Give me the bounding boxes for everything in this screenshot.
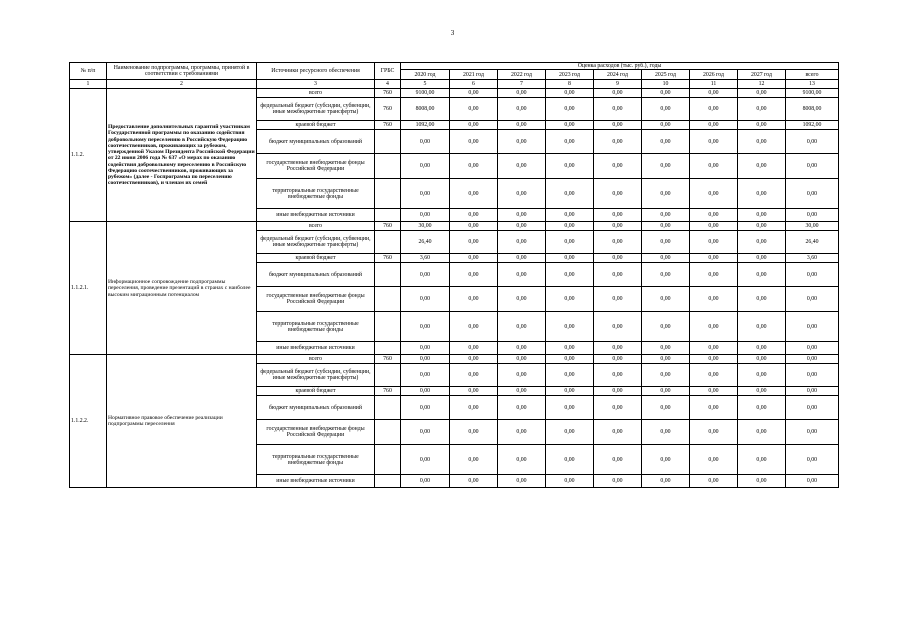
year-value: 0,00 [690, 475, 738, 488]
year-value: 0,00 [738, 342, 786, 355]
column-number: 11 [690, 80, 738, 89]
year-value: 0,00 [546, 130, 594, 154]
total-value: 8008,00 [786, 98, 839, 121]
total-value: 0,00 [786, 420, 839, 445]
year-value: 0,00 [642, 287, 690, 312]
grbs-code: 760 [375, 121, 401, 130]
year-value: 0,00 [546, 396, 594, 420]
grbs-code [375, 396, 401, 420]
funding-source: всего [257, 355, 375, 364]
year-value: 0,00 [450, 387, 498, 396]
year-value: 0,00 [401, 179, 450, 209]
column-number: 8 [546, 80, 594, 89]
column-number: 7 [498, 80, 546, 89]
year-value: 0,00 [546, 475, 594, 488]
funding-source: краевой бюджет [257, 121, 375, 130]
funding-source: бюджет муниципальных образований [257, 396, 375, 420]
grbs-code [375, 209, 401, 222]
year-value: 0,00 [594, 222, 642, 231]
funding-source: государственные внебюджетные фонды Российской Федерации [257, 154, 375, 179]
year-value: 0,00 [498, 263, 546, 287]
year-value: 0,00 [401, 287, 450, 312]
year-value: 0,00 [594, 121, 642, 130]
funding-source: иные внебюджетные источники [257, 475, 375, 488]
total-value: 30,00 [786, 222, 839, 231]
year-value: 0,00 [546, 445, 594, 475]
budget-table [69, 62, 839, 488]
year-value: 0,00 [401, 342, 450, 355]
year-value: 0,00 [450, 130, 498, 154]
year-value: 0,00 [642, 130, 690, 154]
funding-source: иные внебюджетные источники [257, 209, 375, 222]
grbs-code [375, 475, 401, 488]
grbs-code: 760 [375, 355, 401, 364]
year-value: 0,00 [690, 89, 738, 98]
year-value: 0,00 [498, 231, 546, 254]
year-value: 0,00 [450, 445, 498, 475]
year-value: 0,00 [450, 154, 498, 179]
year-value: 0,00 [642, 342, 690, 355]
year-value: 0,00 [690, 420, 738, 445]
year-value: 0,00 [642, 396, 690, 420]
header-year: 2020 год [401, 70, 450, 80]
column-number: 9 [594, 80, 642, 89]
table-row [70, 89, 839, 98]
row-number: 1.1.2.2. [70, 355, 107, 488]
year-value: 0,00 [450, 263, 498, 287]
year-value: 0,00 [690, 121, 738, 130]
grbs-code [375, 154, 401, 179]
column-number: 2 [107, 80, 257, 89]
year-value: 0,00 [401, 263, 450, 287]
year-value: 0,00 [690, 209, 738, 222]
total-value: 0,00 [786, 396, 839, 420]
total-value: 0,00 [786, 364, 839, 387]
year-value: 0,00 [594, 342, 642, 355]
column-number: 13 [786, 80, 839, 89]
year-value: 0,00 [498, 98, 546, 121]
row-number: 1.1.2. [70, 89, 107, 222]
grbs-code [375, 364, 401, 387]
year-value: 0,00 [401, 364, 450, 387]
year-value: 0,00 [738, 121, 786, 130]
header-grbs: ГРБС [375, 63, 401, 80]
year-value: 0,00 [690, 254, 738, 263]
header-year: 2023 год [546, 70, 594, 80]
grbs-code: 760 [375, 98, 401, 121]
year-value: 0,00 [401, 154, 450, 179]
year-value: 0,00 [546, 222, 594, 231]
funding-source: иные внебюджетные источники [257, 342, 375, 355]
year-value: 0,00 [690, 396, 738, 420]
total-value: 0,00 [786, 342, 839, 355]
funding-source: краевой бюджет [257, 254, 375, 263]
year-value: 0,00 [401, 445, 450, 475]
year-value: 0,00 [690, 130, 738, 154]
year-value: 0,00 [498, 89, 546, 98]
year-value: 0,00 [738, 154, 786, 179]
year-value: 0,00 [738, 355, 786, 364]
year-value: 3,60 [401, 254, 450, 263]
year-value: 26,40 [401, 231, 450, 254]
year-value: 0,00 [594, 179, 642, 209]
funding-source: территориальные государственные внебюджетные фонды [257, 179, 375, 209]
column-number: 4 [375, 80, 401, 89]
year-value: 0,00 [690, 387, 738, 396]
grbs-code [375, 231, 401, 254]
year-value: 0,00 [738, 254, 786, 263]
year-value: 0,00 [401, 475, 450, 488]
year-value: 0,00 [498, 179, 546, 209]
year-value: 0,00 [690, 287, 738, 312]
year-value: 0,00 [594, 364, 642, 387]
year-value: 0,00 [594, 312, 642, 342]
year-value: 0,00 [642, 387, 690, 396]
year-value: 0,00 [594, 130, 642, 154]
funding-source: всего [257, 89, 375, 98]
year-value: 0,00 [690, 231, 738, 254]
total-value: 0,00 [786, 263, 839, 287]
year-value: 0,00 [401, 387, 450, 396]
header-year: 2027 год [738, 70, 786, 80]
year-value: 0,00 [738, 98, 786, 121]
year-value: 0,00 [738, 475, 786, 488]
year-value: 0,00 [450, 254, 498, 263]
year-value: 0,00 [450, 342, 498, 355]
year-value: 0,00 [690, 342, 738, 355]
year-value: 0,00 [690, 154, 738, 179]
year-value: 0,00 [450, 364, 498, 387]
year-value: 0,00 [498, 154, 546, 179]
page-number: 3 [450, 29, 455, 37]
grbs-code [375, 179, 401, 209]
grbs-code [375, 445, 401, 475]
year-value: 0,00 [738, 89, 786, 98]
year-value: 0,00 [690, 312, 738, 342]
year-value: 0,00 [642, 231, 690, 254]
year-value: 0,00 [450, 209, 498, 222]
year-value: 0,00 [498, 364, 546, 387]
year-value: 0,00 [498, 387, 546, 396]
column-number: 10 [642, 80, 690, 89]
header-year-total: всего [786, 70, 839, 80]
year-value: 0,00 [401, 312, 450, 342]
year-value: 0,00 [642, 475, 690, 488]
header-year: 2021 год [450, 70, 498, 80]
total-value: 9100,00 [786, 89, 839, 98]
year-value: 0,00 [690, 222, 738, 231]
total-value: 1092,00 [786, 121, 839, 130]
header-year: 2026 год [690, 70, 738, 80]
total-value: 0,00 [786, 355, 839, 364]
grbs-code [375, 287, 401, 312]
year-value: 0,00 [594, 387, 642, 396]
year-value: 0,00 [594, 254, 642, 263]
column-number: 12 [738, 80, 786, 89]
year-value: 0,00 [594, 209, 642, 222]
year-value: 0,00 [498, 130, 546, 154]
year-value: 0,00 [642, 98, 690, 121]
year-value: 0,00 [546, 364, 594, 387]
year-value: 0,00 [546, 342, 594, 355]
total-value: 0,00 [786, 209, 839, 222]
year-value: 0,00 [401, 355, 450, 364]
column-numbers-row [70, 80, 839, 89]
year-value: 0,00 [738, 387, 786, 396]
year-value: 0,00 [498, 222, 546, 231]
year-value: 9100,00 [401, 89, 450, 98]
year-value: 0,00 [642, 445, 690, 475]
year-value: 0,00 [450, 121, 498, 130]
year-value: 0,00 [594, 475, 642, 488]
grbs-code [375, 130, 401, 154]
year-value: 0,00 [690, 179, 738, 209]
year-value: 0,00 [546, 387, 594, 396]
year-value: 0,00 [594, 98, 642, 121]
year-value: 0,00 [546, 231, 594, 254]
column-number: 3 [257, 80, 375, 89]
year-value: 0,00 [450, 231, 498, 254]
funding-source: бюджет муниципальных образований [257, 263, 375, 287]
year-value: 0,00 [401, 396, 450, 420]
year-value: 0,00 [642, 254, 690, 263]
year-value: 0,00 [594, 445, 642, 475]
year-value: 0,00 [546, 312, 594, 342]
program-name: Нормативное правовое обеспечение реализации подпрограммы переселения [107, 355, 257, 488]
year-value: 0,00 [642, 222, 690, 231]
column-number: 6 [450, 80, 498, 89]
year-value: 0,00 [642, 209, 690, 222]
year-value: 0,00 [738, 222, 786, 231]
year-value: 0,00 [642, 312, 690, 342]
header-estimate: Оценка расходов (тыс. руб.), годы [401, 63, 839, 70]
year-value: 0,00 [738, 209, 786, 222]
year-value: 8008,00 [401, 98, 450, 121]
year-value: 0,00 [738, 287, 786, 312]
year-value: 0,00 [450, 98, 498, 121]
funding-source: государственные внебюджетные фонды Российской Федерации [257, 287, 375, 312]
year-value: 0,00 [450, 179, 498, 209]
year-value: 0,00 [450, 89, 498, 98]
header-year: 2024 год [594, 70, 642, 80]
year-value: 0,00 [594, 154, 642, 179]
year-value: 0,00 [546, 154, 594, 179]
header-year: 2025 год [642, 70, 690, 80]
total-value: 0,00 [786, 387, 839, 396]
header-num: № п/п [70, 63, 107, 80]
year-value: 0,00 [546, 254, 594, 263]
total-value: 0,00 [786, 312, 839, 342]
year-value: 0,00 [450, 222, 498, 231]
year-value: 0,00 [450, 396, 498, 420]
year-value: 0,00 [690, 355, 738, 364]
year-value: 0,00 [642, 364, 690, 387]
header-name: Наименование подпрограммы, программы, принятой в соответствии с требованиями [107, 63, 257, 80]
year-value: 0,00 [401, 130, 450, 154]
year-value: 0,00 [642, 179, 690, 209]
grbs-code [375, 342, 401, 355]
year-value: 0,00 [594, 396, 642, 420]
year-value: 0,00 [690, 263, 738, 287]
header-year: 2022 год [498, 70, 546, 80]
year-value: 0,00 [738, 130, 786, 154]
grbs-code: 760 [375, 222, 401, 231]
year-value: 0,00 [690, 364, 738, 387]
year-value: 0,00 [450, 475, 498, 488]
column-number: 1 [70, 80, 107, 89]
year-value: 0,00 [450, 312, 498, 342]
year-value: 0,00 [738, 396, 786, 420]
year-value: 30,00 [401, 222, 450, 231]
funding-source: территориальные государственные внебюджетные фонды [257, 312, 375, 342]
year-value: 0,00 [738, 263, 786, 287]
year-value: 0,00 [498, 254, 546, 263]
year-value: 0,00 [738, 445, 786, 475]
year-value: 0,00 [642, 420, 690, 445]
year-value: 0,00 [546, 263, 594, 287]
funding-source: государственные внебюджетные фонды Российской Федерации [257, 420, 375, 445]
year-value: 0,00 [642, 263, 690, 287]
funding-source: краевой бюджет [257, 387, 375, 396]
row-number: 1.1.2.1. [70, 222, 107, 355]
column-number: 5 [401, 80, 450, 89]
table-row [70, 222, 839, 231]
total-value: 3,60 [786, 254, 839, 263]
year-value: 0,00 [450, 287, 498, 312]
grbs-code: 760 [375, 89, 401, 98]
funding-source: федеральный бюджет (субсидии, субвенции, иные межбюджетные трансферты) [257, 231, 375, 254]
year-value: 0,00 [642, 355, 690, 364]
total-value: 0,00 [786, 287, 839, 312]
funding-source: всего [257, 222, 375, 231]
total-value: 26,40 [786, 231, 839, 254]
grbs-code [375, 312, 401, 342]
year-value: 0,00 [498, 287, 546, 312]
funding-source: бюджет муниципальных образований [257, 130, 375, 154]
year-value: 0,00 [642, 89, 690, 98]
grbs-code: 760 [375, 254, 401, 263]
year-value: 0,00 [738, 179, 786, 209]
year-value: 0,00 [450, 355, 498, 364]
year-value: 0,00 [498, 396, 546, 420]
year-value: 0,00 [401, 420, 450, 445]
table-row [70, 355, 839, 364]
year-value: 0,00 [594, 355, 642, 364]
year-value: 0,00 [498, 312, 546, 342]
year-value: 0,00 [642, 121, 690, 130]
year-value: 1092,00 [401, 121, 450, 130]
year-value: 0,00 [546, 209, 594, 222]
total-value: 0,00 [786, 154, 839, 179]
program-name: Информационное сопровождение подпрограммы переселения, проведение презентаций в странах с наиболее высоким миграционным потенциалом [107, 222, 257, 355]
year-value: 0,00 [498, 445, 546, 475]
funding-source: федеральный бюджет (субсидии, субвенции, иные межбюджетные трансферты) [257, 364, 375, 387]
year-value: 0,00 [594, 263, 642, 287]
year-value: 0,00 [498, 121, 546, 130]
year-value: 0,00 [690, 98, 738, 121]
year-value: 0,00 [546, 420, 594, 445]
funding-source: территориальные государственные внебюджетные фонды [257, 445, 375, 475]
table-body [70, 89, 839, 488]
total-value: 0,00 [786, 475, 839, 488]
year-value: 0,00 [594, 287, 642, 312]
year-value: 0,00 [594, 231, 642, 254]
year-value: 0,00 [738, 231, 786, 254]
grbs-code [375, 263, 401, 287]
year-value: 0,00 [498, 355, 546, 364]
table-header [70, 63, 839, 89]
year-value: 0,00 [498, 342, 546, 355]
year-value: 0,00 [546, 98, 594, 121]
year-value: 0,00 [738, 420, 786, 445]
total-value: 0,00 [786, 445, 839, 475]
program-name: Предоставление дополнительных гарантий участникам Государственной программы по оказанию содействия добровольному переселению в Российскую Федерацию соотечественников, проживающих за рубежом, утвержденной Указом Президента Российской Федерации от 22 июня 2006 года № 637 «О мерах по оказанию содействия добровольному переселению в Российскую Федерацию соотечественников, проживающих за рубежом» (далее - Госпрограмма по переселению соотечественников), и членам их семей [107, 89, 257, 222]
year-value: 0,00 [498, 209, 546, 222]
year-value: 0,00 [546, 355, 594, 364]
year-value: 0,00 [738, 364, 786, 387]
year-value: 0,00 [594, 89, 642, 98]
grbs-code: 760 [375, 387, 401, 396]
year-value: 0,00 [401, 209, 450, 222]
year-value: 0,00 [594, 420, 642, 445]
total-value: 0,00 [786, 130, 839, 154]
funding-source: федеральный бюджет (субсидии, субвенции, иные межбюджетные трансферты) [257, 98, 375, 121]
year-value: 0,00 [642, 154, 690, 179]
year-value: 0,00 [498, 475, 546, 488]
year-value: 0,00 [546, 179, 594, 209]
year-value: 0,00 [546, 121, 594, 130]
year-value: 0,00 [546, 89, 594, 98]
header-source: Источники ресурсного обеспечения [257, 63, 375, 80]
year-value: 0,00 [498, 420, 546, 445]
year-value: 0,00 [738, 312, 786, 342]
year-value: 0,00 [546, 287, 594, 312]
grbs-code [375, 420, 401, 445]
total-value: 0,00 [786, 179, 839, 209]
year-value: 0,00 [450, 420, 498, 445]
year-value: 0,00 [690, 445, 738, 475]
